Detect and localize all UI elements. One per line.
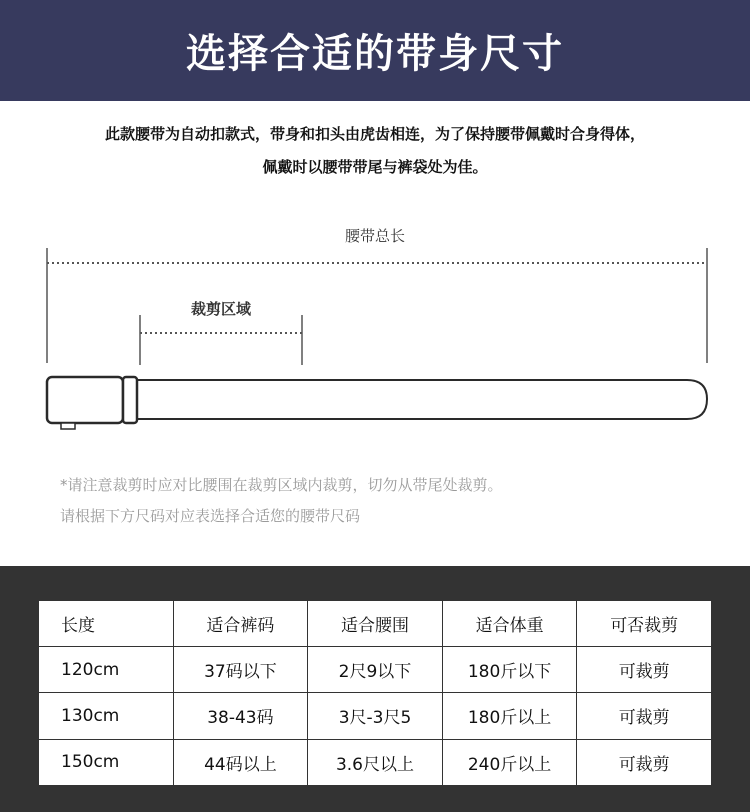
cell-cuttable: 可裁剪 [577,647,712,693]
table-row [39,647,712,693]
buckle-connector [123,377,137,423]
cell-length: 150cm [39,739,174,785]
belt-strap [137,380,707,419]
intro-line-2: 佩戴时以腰带带尾与裤袋处为佳。 [262,158,488,176]
header-weight: 适合体重 [442,601,577,647]
notes [60,470,503,532]
table-row [39,693,712,739]
header-length: 长度 [39,601,174,647]
cell-cuttable: 可裁剪 [577,693,712,739]
buckle-tab [61,423,75,429]
cell-weight: 180斤以上 [442,693,577,739]
cell-waist: 3.6尺以上 [308,739,443,785]
note-size-hint: 请根据下方尺码对应表选择合适您的腰带尺码 [60,507,361,525]
cell-pants-size: 44码以上 [173,739,308,785]
cell-length: 130cm [39,693,174,739]
note-cut-warning: *请注意裁剪时应对比腰围在裁剪区域内裁剪，切勿从带尾处裁剪。 [60,476,503,494]
belt-illustration [0,215,750,455]
table-header-row [39,601,712,647]
header-banner [0,0,750,101]
cell-pants-size: 37码以下 [173,647,308,693]
cell-weight: 240斤以上 [442,739,577,785]
page-title: 选择合适的带身尺寸 [186,31,564,77]
size-chart-section [0,566,750,812]
total-length-label: 腰带总长 [344,227,405,245]
header-pants-size: 适合裤码 [173,601,308,647]
cell-length: 120cm [39,647,174,693]
intro-line-1: 此款腰带为自动扣款式，带身和扣头由虎齿相连，为了保持腰带佩戴时合身得体， [104,125,645,143]
cut-zone-label: 裁剪区域 [190,300,251,318]
header-cuttable: 可否裁剪 [577,601,712,647]
cell-cuttable: 可裁剪 [577,739,712,785]
header-waist: 适合腰围 [308,601,443,647]
cell-waist: 2尺9以下 [308,647,443,693]
cell-waist: 3尺-3尺5 [308,693,443,739]
cell-weight: 180斤以下 [442,647,577,693]
belt-diagram [0,215,750,455]
cell-pants-size: 38-43码 [173,693,308,739]
table-row [39,739,712,785]
intro-text [0,118,750,184]
size-table [38,600,712,786]
belt-buckle [47,377,123,423]
